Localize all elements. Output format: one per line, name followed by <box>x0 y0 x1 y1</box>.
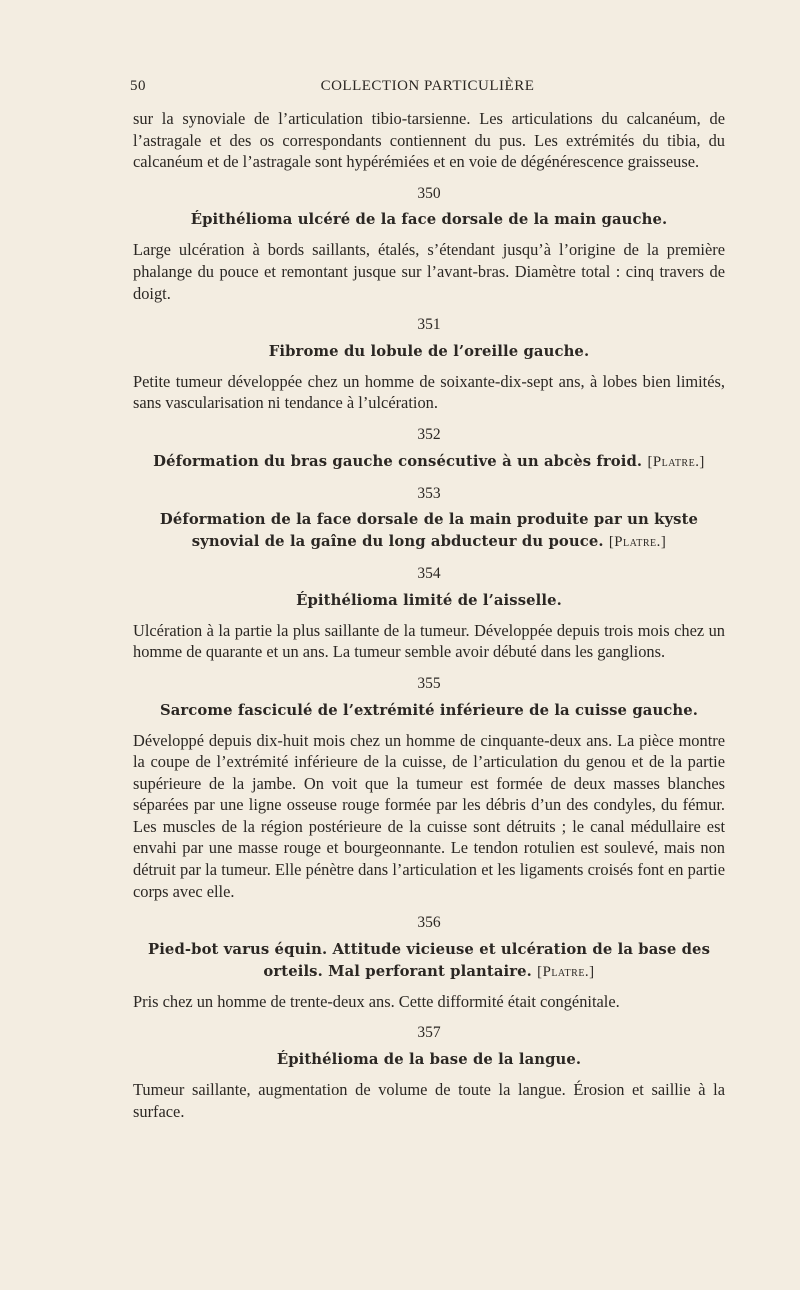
entry-350 <box>133 183 725 304</box>
entry-title: Fibrome du lobule de l’oreille gauche. <box>268 342 590 360</box>
entry-352 <box>133 424 725 473</box>
entry-note: [Platre.] <box>608 534 667 551</box>
entry-number: 356 <box>417 914 441 932</box>
entry-title: Épithélioma limité de l’aisselle. <box>296 591 562 609</box>
running-title: COLLECTION PARTICULIÈRE <box>320 78 535 94</box>
entry-text: Pris chez un homme de trente-deux ans. Cette difformité était congénitale. <box>133 991 620 1011</box>
entry-355 <box>133 673 725 902</box>
entry-note: [Platre.] <box>537 963 595 980</box>
entry-text: Tumeur saillante, augmentation de volume de toute la langue. Érosion et saillie à la surface. <box>133 1080 725 1121</box>
page-body <box>133 108 725 1122</box>
entry-note: [Platre.] <box>647 453 705 470</box>
entry-number: 355 <box>417 674 441 692</box>
entry-text: Développé depuis dix-huit mois chez un homme de cinquante-deux ans. La pièce montre la coupe de l’extrémité inférieure de la cuisse, de l’articulation du genou et de la partie supérieure de la jambe. On voit que la tumeur est formée de deux masses blanches séparées par une ligne osseuse rouge formée par les débris d’un des condyles, du fémur. Les muscles de la région postérieure de la cuisse sont détruits ; le canal médullaire est envahi par une masse rouge et bourgeonnante. Le tendon rotulien est soulevé, mais non détruit par la tumeur. Elle pénètre dans l’articulation et les ligaments croisés font en partie corps avec elle. <box>133 730 725 901</box>
entry-title: Déformation de la face dorsale de la main produite par un kyste synovial de la gaîne du long abducteur du pouce. [Platre.] <box>159 511 699 551</box>
entry-351 <box>133 314 725 414</box>
entry-title: Épithélioma de la base de la langue. <box>276 1051 582 1069</box>
entry-357 <box>133 1022 725 1122</box>
entry-text: Large ulcération à bords saillants, étalés, s’étendant jusqu’à l’origine de la première phalange du pouce et remontant jusque sur l’avant-bras. Diamètre total : cinq travers de doigt. <box>133 240 725 303</box>
entry-text: Petite tumeur développée chez un homme de soixante-dix-sept ans, à lobes bien limités, sans vascularisation ni tendance à l’ulcération. <box>133 371 725 413</box>
entry-354 <box>133 563 725 663</box>
page-number: 50 <box>130 78 146 94</box>
entry-number: 354 <box>417 565 441 583</box>
entry-title: Déformation du bras gauche consécutive à un abcès froid. [Platre.] <box>153 452 705 470</box>
entry-353 <box>133 483 725 554</box>
entry-title: Sarcome fasciculé de l’extrémité inférieure de la cuisse gauche. <box>159 701 699 719</box>
entry-number: 353 <box>417 484 441 502</box>
entry-number: 352 <box>417 425 441 443</box>
page-header <box>130 78 725 102</box>
entry-number: 357 <box>417 1024 441 1042</box>
entry-356 <box>133 912 725 1012</box>
entry-number: 350 <box>417 184 441 202</box>
entry-number: 351 <box>417 316 441 334</box>
entry-title: Épithélioma ulcéré de la face dorsale de la main gauche. <box>190 211 668 229</box>
entry-text: Ulcération à la partie la plus saillante de la tumeur. Développée depuis trois mois chez un homme de quarante et un ans. La tumeur semble avoir débuté dans les ganglions. <box>133 620 725 662</box>
intro-paragraph: sur la synoviale de l’articulation tibio-tarsienne. Les articulations du calcanéum, de l’astragale et des os correspondants contiennent du pus. Les extrémités du tibia, du calcanéum et de l’astragale sont hypérémiées et en voie de dégénérescence graisseuse. <box>133 109 725 172</box>
entry-title: Pied-bot varus équin. Attitude vicieuse et ulcération de la base des orteils. Mal perforant plantaire. [Platre.] <box>147 940 711 980</box>
